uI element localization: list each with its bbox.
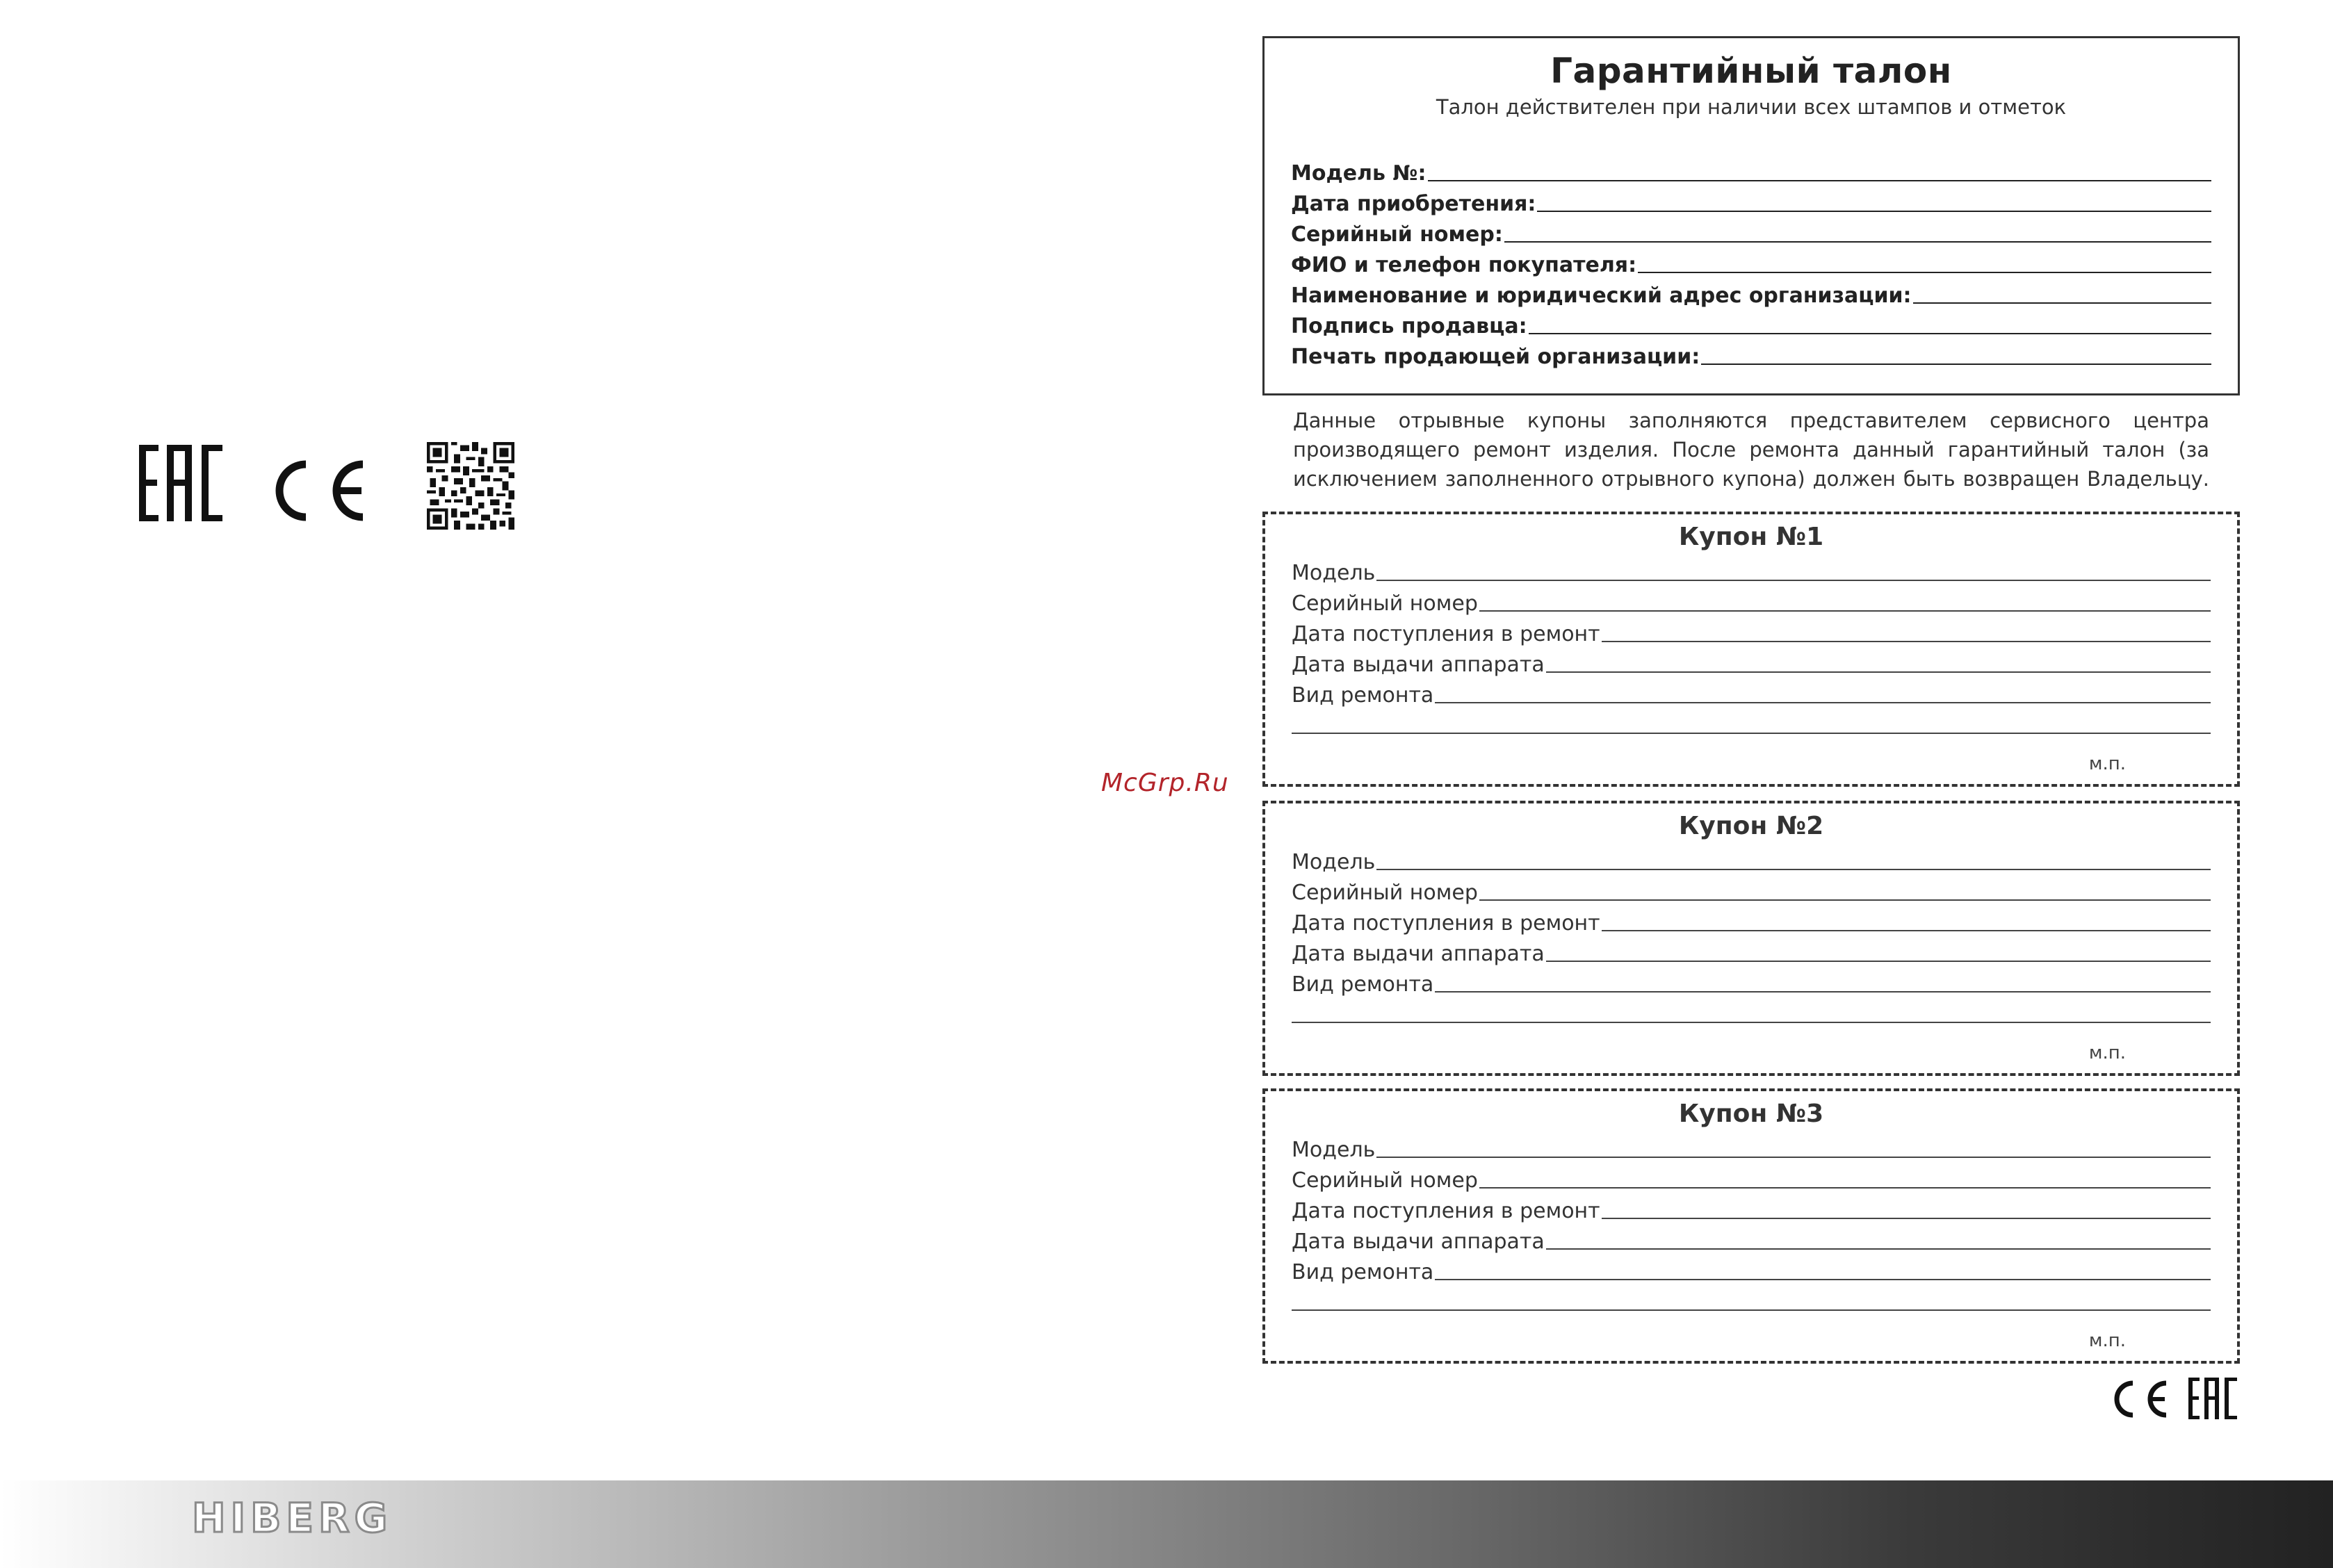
row-label: Дата выдачи аппарата xyxy=(1292,1230,1545,1254)
fill-line xyxy=(1602,641,2211,642)
field-model[interactable] xyxy=(1291,155,2211,186)
row-label: Дата выдачи аппарата xyxy=(1292,653,1545,677)
coupon-row-received[interactable] xyxy=(1292,616,2211,646)
coupon-row-repair[interactable] xyxy=(1292,1254,2211,1284)
field-label: Модель №: xyxy=(1291,161,1426,186)
coupon-row-received[interactable] xyxy=(1292,1193,2211,1223)
fill-line xyxy=(1529,333,2211,334)
fill-line xyxy=(1504,241,2211,243)
fill-line xyxy=(1435,1279,2211,1280)
fill-line xyxy=(1546,671,2211,673)
row-label: Модель xyxy=(1292,1138,1376,1162)
fill-line xyxy=(1376,1157,2211,1158)
coupon-row-blank[interactable] xyxy=(1292,997,2211,1027)
coupon-row-repair[interactable] xyxy=(1292,966,2211,997)
fill-line xyxy=(1602,930,2211,931)
row-label: Дата выдачи аппарата xyxy=(1292,942,1545,966)
eac-mark xyxy=(139,445,226,521)
field-label: Дата приобретения: xyxy=(1291,192,1536,216)
coupon-row-issued[interactable] xyxy=(1292,646,2211,677)
coupon-row-model[interactable] xyxy=(1292,1132,2211,1162)
coupon-row-model[interactable] xyxy=(1292,555,2211,585)
coupon-title: Купон №2 xyxy=(1678,812,1824,840)
fill-line xyxy=(1546,961,2211,962)
coupon-row-issued[interactable] xyxy=(1292,936,2211,966)
warranty-title: Гарантийный талон xyxy=(1550,51,1952,91)
fill-line xyxy=(1537,211,2211,212)
coupon-1 xyxy=(1262,512,2240,787)
field-seller-stamp[interactable] xyxy=(1291,338,2211,369)
field-label: ФИО и телефон покупателя: xyxy=(1291,253,1637,277)
warranty-subtitle: Талон действителен при наличии всех штампов и отметок xyxy=(1436,95,2067,119)
coupon-notice: Данные отрывные купоны заполняются представителем сервисного центра производящего ремонт изделия. После ремонта данный гарантийный талон (за исключением заполненного отрывного купона) должен быть возвращен Владельцу. xyxy=(1293,409,2209,491)
coupon-2 xyxy=(1262,801,2240,1076)
row-label: Серийный номер xyxy=(1292,591,1478,616)
stamp-place: м.п. xyxy=(2088,1043,2126,1063)
field-label: Серийный номер: xyxy=(1291,222,1503,247)
row-label: Серийный номер xyxy=(1292,1168,1478,1193)
watermark[interactable]: McGrp.Ru xyxy=(1101,769,1229,797)
field-label: Печать продающей организации: xyxy=(1291,345,1700,369)
coupon-row-blank[interactable] xyxy=(1292,708,2211,738)
fill-line xyxy=(1435,991,2211,993)
row-label: Серийный номер xyxy=(1292,881,1478,905)
ce-mark xyxy=(273,460,370,521)
fill-line xyxy=(1376,580,2211,581)
coupon-row-blank[interactable] xyxy=(1292,1284,2211,1315)
fill-line xyxy=(1376,869,2211,870)
field-buyer[interactable] xyxy=(1291,247,2211,277)
fill-line xyxy=(1435,702,2211,703)
row-label: Вид ремонта xyxy=(1292,972,1434,997)
field-label: Наименование и юридический адрес организации: xyxy=(1291,284,1912,308)
fill-line xyxy=(1913,302,2211,304)
stamp-place: м.п. xyxy=(2088,1330,2126,1351)
fill-line xyxy=(1428,180,2211,181)
ce-mark-small xyxy=(2113,1380,2169,1418)
fill-line xyxy=(1546,1248,2211,1250)
row-label: Дата поступления в ремонт xyxy=(1292,1199,1600,1223)
coupon-title: Купон №1 xyxy=(1678,523,1824,551)
row-label: Модель xyxy=(1292,850,1376,874)
fill-line xyxy=(1292,1022,2211,1023)
warranty-fields xyxy=(1291,155,2211,369)
field-organization[interactable] xyxy=(1291,277,2211,308)
row-label: Вид ремонта xyxy=(1292,683,1434,708)
row-label: Дата поступления в ремонт xyxy=(1292,622,1600,646)
fill-line xyxy=(1701,364,2211,365)
field-seller-signature[interactable] xyxy=(1291,308,2211,338)
field-label: Подпись продавца: xyxy=(1291,314,1527,338)
coupon-row-issued[interactable] xyxy=(1292,1223,2211,1254)
qr-code xyxy=(427,442,514,530)
stamp-place: м.п. xyxy=(2088,753,2126,774)
coupon-title: Купон №3 xyxy=(1678,1100,1824,1128)
field-purchase-date[interactable] xyxy=(1291,186,2211,216)
coupon-row-received[interactable] xyxy=(1292,905,2211,936)
fill-line xyxy=(1602,1218,2211,1219)
fill-line xyxy=(1479,1187,2211,1189)
brand-logo: HIBERG xyxy=(192,1494,393,1542)
warranty-card xyxy=(1262,36,2240,395)
row-label: Дата поступления в ремонт xyxy=(1292,911,1600,936)
row-label: Вид ремонта xyxy=(1292,1260,1434,1284)
coupon-row-serial[interactable] xyxy=(1292,585,2211,616)
row-label: Модель xyxy=(1292,561,1376,585)
coupon-row-repair[interactable] xyxy=(1292,677,2211,708)
fill-line xyxy=(1479,899,2211,901)
fill-line xyxy=(1479,610,2211,612)
fill-line xyxy=(1638,272,2211,273)
fill-line xyxy=(1292,733,2211,734)
field-serial[interactable] xyxy=(1291,216,2211,247)
eac-mark-small xyxy=(2188,1378,2238,1419)
fill-line xyxy=(1292,1309,2211,1311)
coupon-3 xyxy=(1262,1088,2240,1364)
coupon-row-serial[interactable] xyxy=(1292,874,2211,905)
coupon-row-serial[interactable] xyxy=(1292,1162,2211,1193)
coupon-row-model[interactable] xyxy=(1292,844,2211,874)
